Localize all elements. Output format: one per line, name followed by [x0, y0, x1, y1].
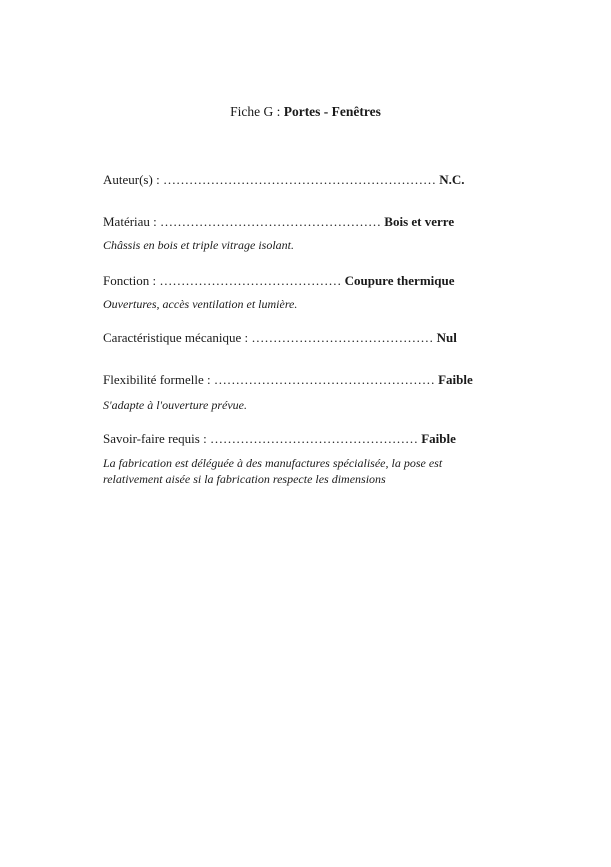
- field-fonction-value: Coupure thermique: [344, 273, 455, 288]
- field-flexibilite-dots: ……………………………………………: [213, 372, 435, 387]
- field-flexibilite-value: Faible: [438, 372, 473, 387]
- field-savoir-faire-note-line1: La fabrication est déléguée à des manufactures spécialisée, la pose est: [103, 456, 443, 470]
- title-main: Portes - Fenêtres: [283, 104, 381, 119]
- page-title: [0, 104, 611, 120]
- field-savoir-faire-dots: …………………………………………: [209, 431, 418, 446]
- field-flexibilite-label: Flexibilité formelle :: [103, 372, 214, 387]
- field-savoir-faire: [103, 431, 456, 447]
- field-materiau-note: Châssis en bois et triple vitrage isolant.: [103, 238, 294, 252]
- title-prefix: Fiche G :: [230, 104, 284, 119]
- field-flexibilite: [103, 372, 473, 388]
- field-auteur-label: Auteur(s) :: [103, 172, 163, 187]
- field-caracteristique: [103, 330, 457, 346]
- field-savoir-faire-label: Savoir-faire requis :: [103, 431, 210, 446]
- field-auteur-dots: ………………………………………………………: [162, 172, 436, 187]
- field-caracteristique-dots: ……………………………………: [251, 330, 434, 345]
- field-fonction: [103, 273, 455, 289]
- field-fonction-label: Fonction :: [103, 273, 160, 288]
- field-materiau-label: Matériau :: [103, 214, 161, 229]
- field-fonction-note: Ouvertures, accès ventilation et lumière.: [103, 297, 298, 311]
- field-caracteristique-value: Nul: [436, 330, 457, 345]
- field-materiau-dots: ……………………………………………: [160, 214, 382, 229]
- field-materiau: [103, 214, 454, 230]
- field-auteur-value: N.C.: [439, 172, 465, 187]
- field-auteur: [103, 172, 464, 188]
- field-materiau-value: Bois et verre: [384, 214, 455, 229]
- field-fonction-dots: ……………………………………: [159, 273, 342, 288]
- field-flexibilite-note: S'adapte à l'ouverture prévue.: [103, 398, 247, 412]
- field-savoir-faire-value: Faible: [421, 431, 456, 446]
- field-caracteristique-label: Caractéristique mécanique :: [103, 330, 252, 345]
- field-savoir-faire-note-line2: relativement aisée si la fabrication respecte les dimensions: [103, 472, 386, 486]
